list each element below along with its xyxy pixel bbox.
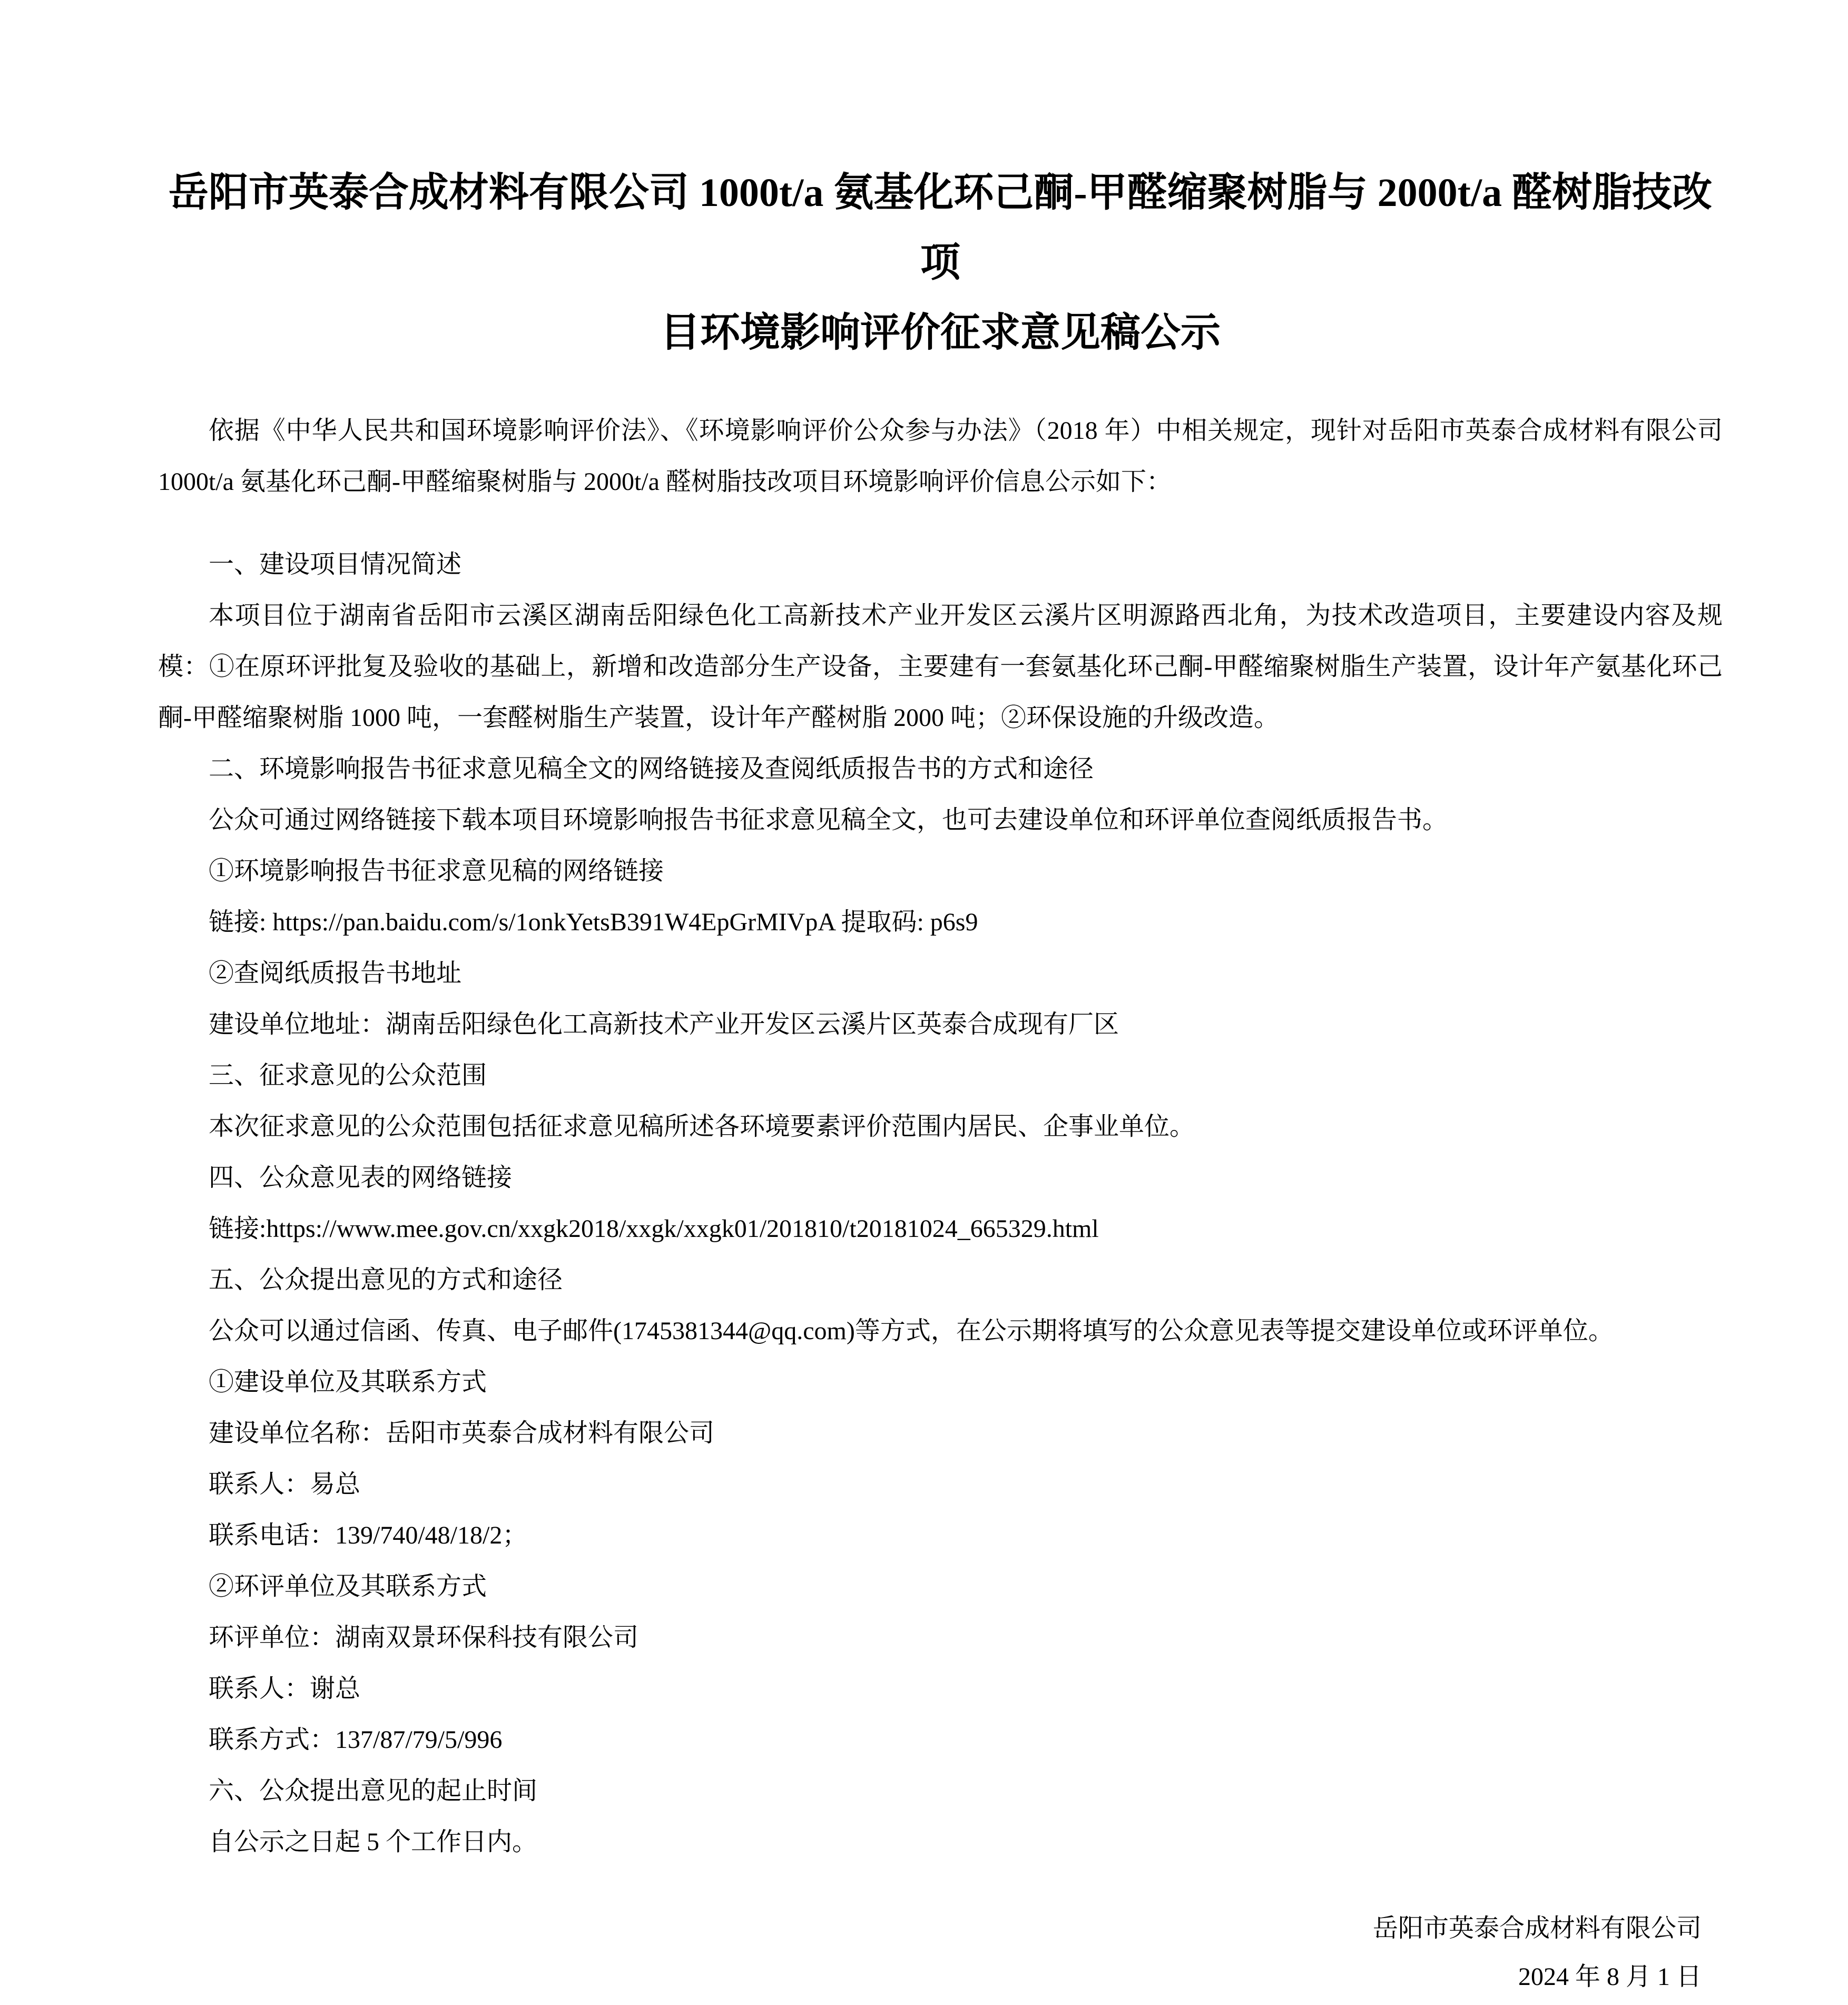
section-3-heading: 三、征求意见的公众范围	[209, 1062, 487, 1089]
section-5-body: 公众可以通过信函、传真、电子邮件(1745381344@qq.com)等方式，在公示期将填写的公众意见表等提交建设单位或环评单位。	[209, 1317, 1614, 1345]
construction-unit-name: 建设单位名称：岳阳市英泰合成材料有限公司	[209, 1419, 715, 1447]
page-title-line-2: 目环境影响评价征求意见稿公示	[660, 311, 1221, 355]
section-3-body: 本次征求意见的公众范围包括征求意见稿所述各环境要素评价范围内居民、企事业单位。	[209, 1113, 1195, 1141]
eia-contact-person: 联系人：谢总	[209, 1675, 361, 1703]
section-2-body: 公众可通过网络链接下载本项目环境影响报告书征求意见稿全文，也可去建设单位和环评单位查阅纸质报告书。	[209, 806, 1448, 834]
baidu-pan-link-line[interactable]: 链接: https://pan.baidu.com/s/1onkYetsB391W4EpGrMIVpA 提取码: p6s9	[209, 908, 978, 936]
mee-gov-link-line[interactable]: 链接:https://www.mee.gov.cn/xxgk2018/xxgk/xxgk01/201810/t20181024_665329.html	[209, 1215, 1099, 1243]
section-5-item-1-label: ①建设单位及其联系方式	[209, 1368, 487, 1396]
footer-company-name: 岳阳市英泰合成材料有限公司	[1372, 1914, 1702, 1942]
construction-unit-address: 建设单位地址：湖南岳阳绿色化工高新技术产业开发区云溪片区英泰合成现有厂区	[209, 1010, 1119, 1038]
section-5-heading: 五、公众提出意见的方式和途径	[209, 1266, 563, 1294]
section-2-item-1-label: ①环境影响报告书征求意见稿的网络链接	[209, 857, 664, 885]
signature-block	[158, 1904, 1723, 2001]
section-4-heading: 四、公众意见表的网络链接	[209, 1164, 513, 1192]
document-content	[158, 0, 1723, 2001]
section-2-heading: 二、环境影响报告书征求意见稿全文的网络链接及查阅纸质报告书的方式和途径	[209, 755, 1094, 783]
intro-paragraph: 依据《中华人民共和国环境影响评价法》、《环境影响评价公众参与办法》（2018 年）中相关规定，现针对岳阳市英泰合成材料有限公司 1000t/a 氨基化环己酮-甲醛缩聚树脂与 2000t/a 醛树脂技改项目环境影响评价信息公示如下：	[158, 417, 1723, 496]
section-6-heading: 六、公众提出意见的起止时间	[209, 1777, 538, 1805]
page-title-line-1: 岳阳市英泰合成材料有限公司 1000t/a 氨基化环己酮-甲醛缩聚树脂与 2000t/a 醛树脂技改项	[168, 171, 1713, 285]
section-6-body: 自公示之日起 5 个工作日内。	[209, 1828, 538, 1856]
page-title	[158, 158, 1723, 368]
section-2-item-2-label: ②查阅纸质报告书地址	[209, 959, 462, 987]
construction-contact-phone: 联系电话：139/740/48/18/2；	[209, 1521, 528, 1549]
construction-contact-person: 联系人：易总	[209, 1470, 361, 1498]
footer-date: 2024 年 8 月 1 日	[1518, 1963, 1702, 1991]
eia-unit-name: 环评单位：湖南双景环保科技有限公司	[209, 1624, 639, 1652]
section-1-body: 本项目位于湖南省岳阳市云溪区湖南岳阳绿色化工高新技术产业开发区云溪片区明源路西北角，为技术改造项目，主要建设内容及规模：①在原环评批复及验收的基础上，新增和改造部分生产设备，主要建有一套氨基化环己酮-甲醛缩聚树脂生产装置，设计年产氨基化环己酮-甲醛缩聚树脂 1000 吨，一套醛树脂生产装置，设计年产醛树脂 2000 吨；②环保设施的升级改造。	[158, 602, 1723, 732]
eia-contact-phone: 联系方式：137/87/79/5/996	[209, 1726, 503, 1754]
section-5-item-2-label: ②环评单位及其联系方式	[209, 1572, 487, 1600]
section-1-heading: 一、建设项目情况简述	[209, 551, 462, 578]
